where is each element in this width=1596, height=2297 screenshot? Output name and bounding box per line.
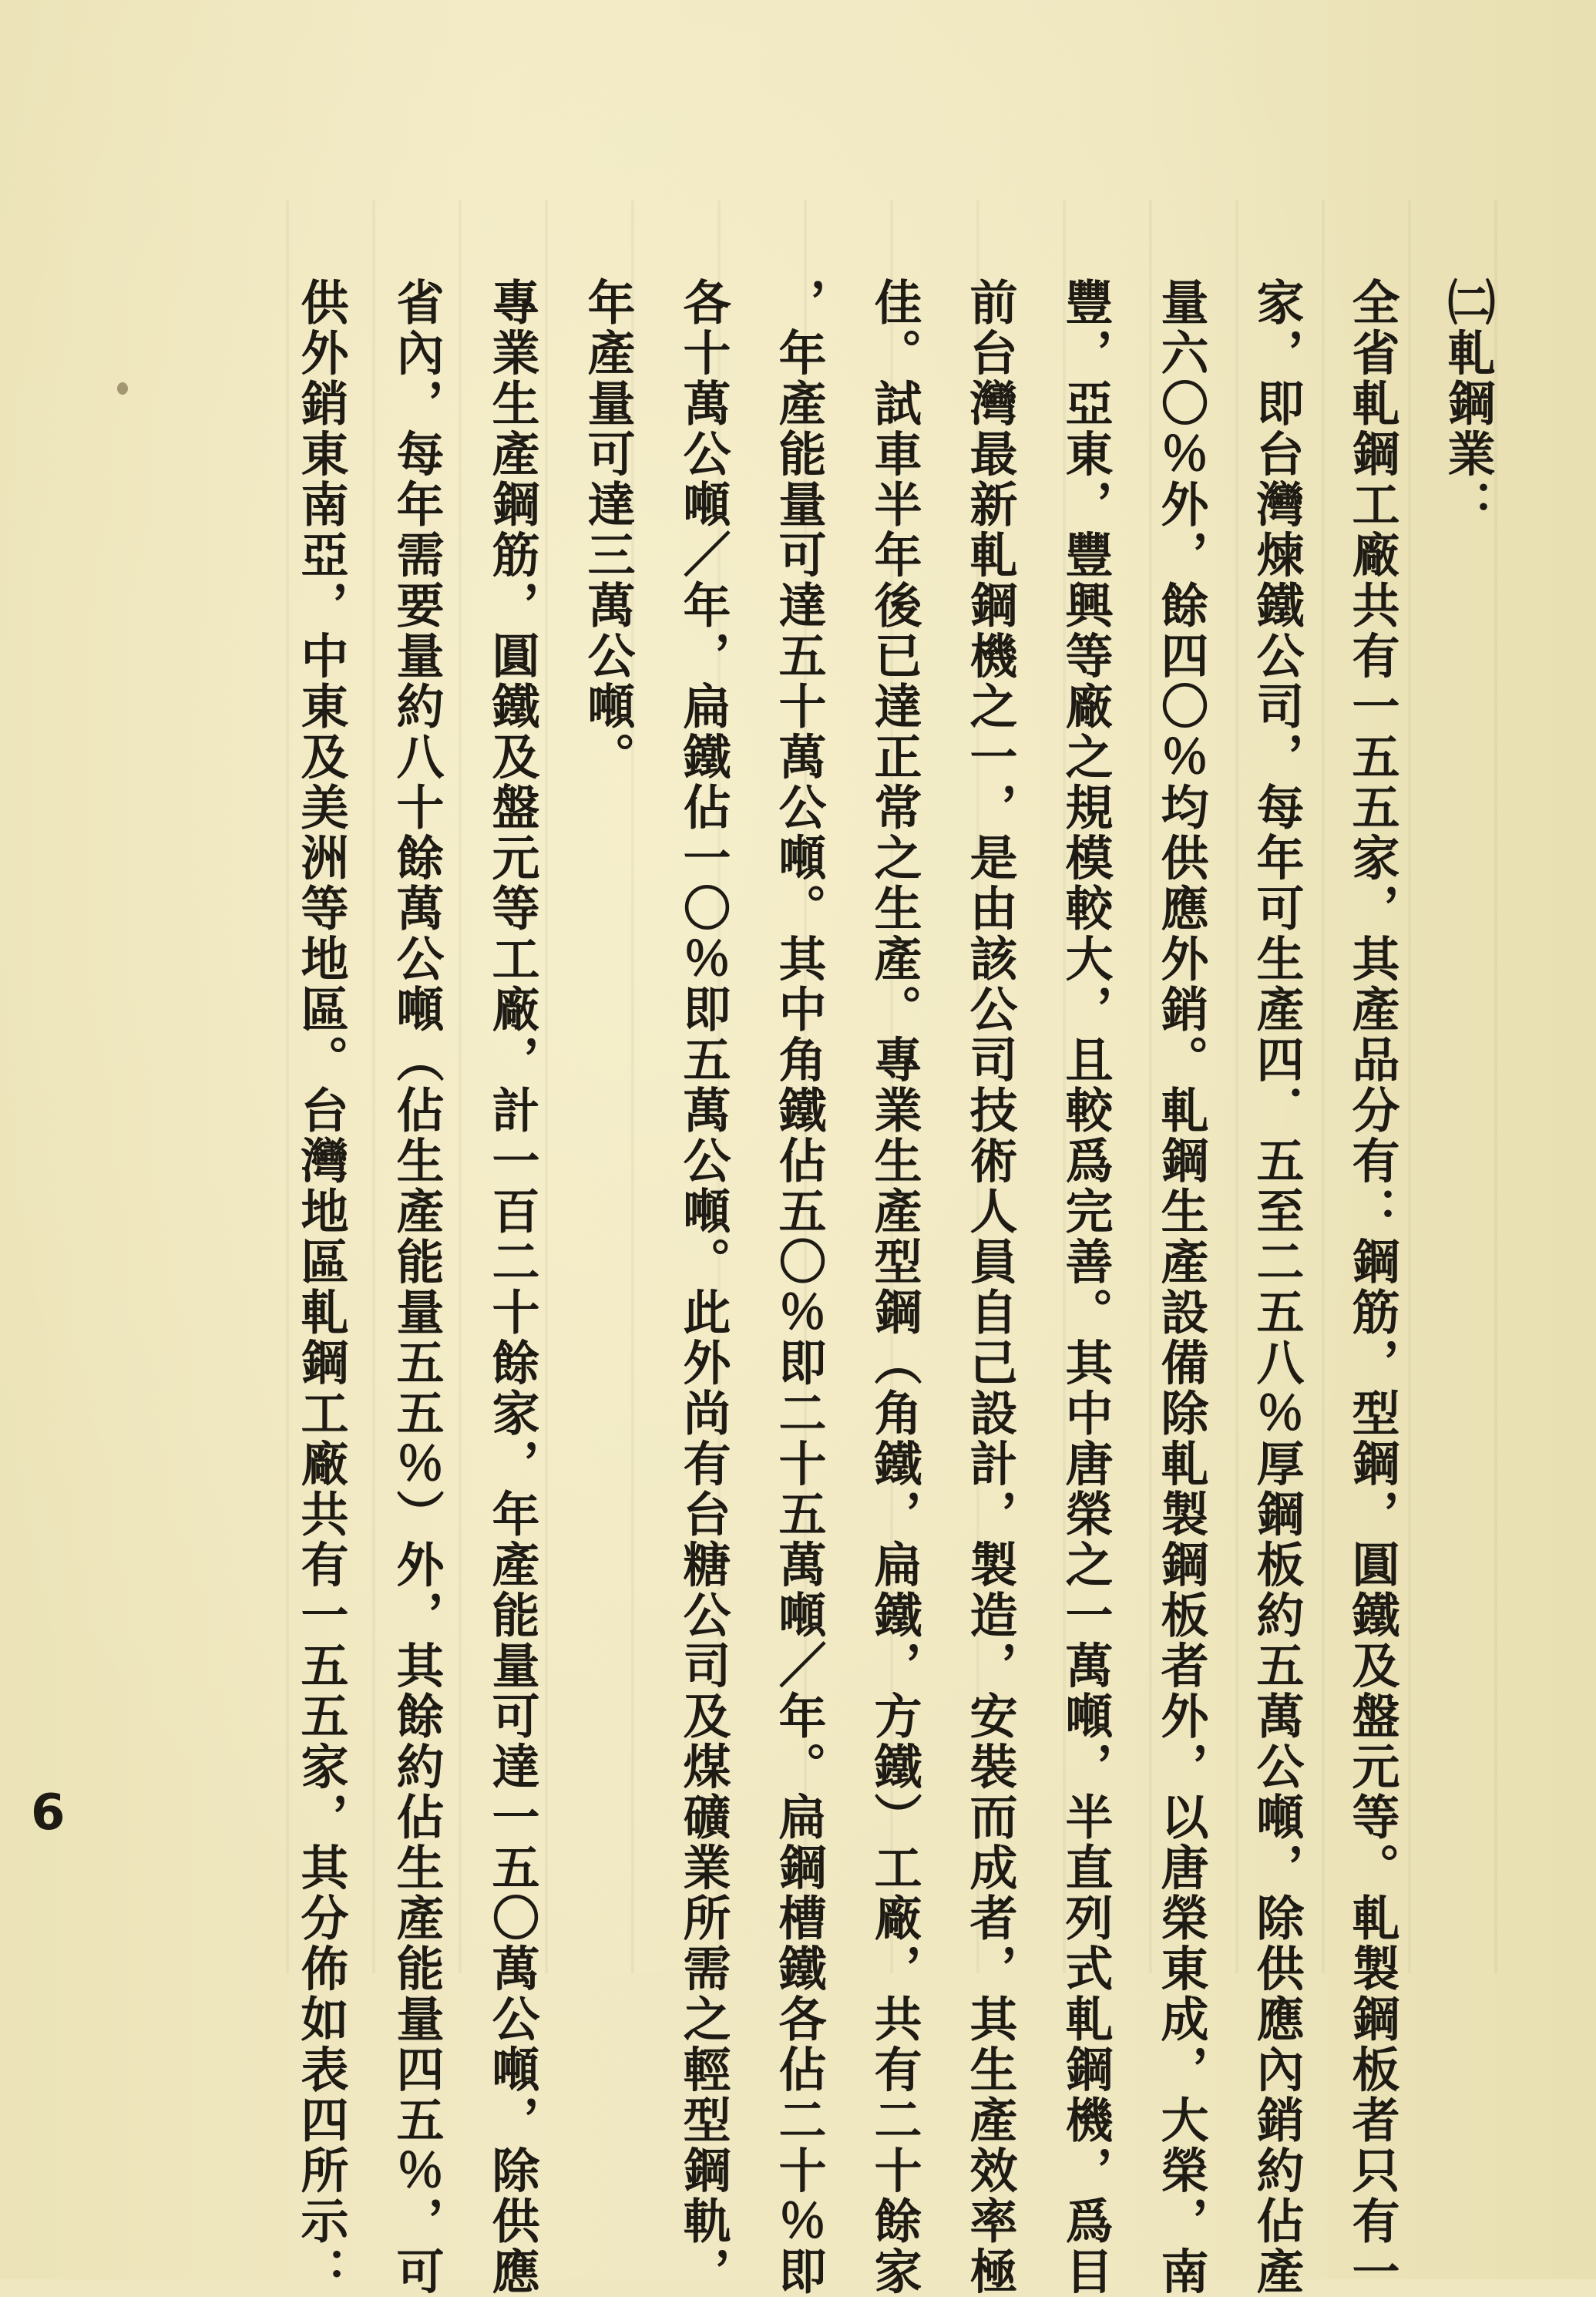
text-column: 家，即台灣煉鐵公司，每年可生產四．五至二五八％厚鋼板約五萬公噸，除供應內銷約佔產 [1248, 277, 1305, 2297]
vertical-text-body [273, 277, 1515, 2297]
text-column: 專業生產鋼筋，圓鐵及盤元等工廠，計一百二十餘家，年產能量可達一五〇萬公噸，除供應 [484, 277, 540, 2297]
text-column: ，年產能量可達五十萬公噸。其中角鐵佔五〇％即二十五萬噸／年。扁鋼槽鐵各佔二十％即 [771, 277, 827, 2297]
text-column: 年產量可達三萬公噸。 [580, 277, 636, 782]
page-number: 6 [31, 1784, 66, 1841]
text-column: 前台灣最新軋鋼機之一，是由該公司技術人員自己設計，製造，安裝而成者，其生產效率極 [962, 277, 1018, 2297]
text-column: 供外銷東南亞，中東及美洲等地區。台灣地區軋鋼工廠共有一五五家，其分佈如表四所示： [293, 277, 349, 2297]
text-column: 豐，亞東，豐興等廠之規模較大，且較爲完善。其中唐榮之一萬噸，半直列式軋鋼機，爲目 [1057, 277, 1114, 2297]
text-column: 量六〇％外，餘四〇％均供應外銷。軋鋼生產設備除軋製鋼板者外，以唐榮東成，大榮，南 [1153, 277, 1209, 2297]
text-column: 全省軋鋼工廠共有一五五家，其產品分有：鋼筋，型鋼，圓鐵及盤元等。軋製鋼板者只有一 [1344, 277, 1400, 2297]
text-column: 各十萬公噸／年，扁鐵佔一〇％即五萬公噸。此外尚有台糖公司及煤礦業所需之輕型鋼軌， [675, 277, 731, 2297]
ink-spot [117, 382, 128, 395]
text-column: 佳。試車半年後已達正常之生產。專業生產型鋼（角鐵，扁鐵，方鐵）工廠，共有二十餘家 [866, 277, 922, 2297]
section-heading: ㈡軋鋼業： [1440, 277, 1496, 530]
text-column: 省內，每年需要量約八十餘萬公噸（佔生產能量五五％）外，其餘約佔生產能量四五％，可 [388, 277, 445, 2297]
